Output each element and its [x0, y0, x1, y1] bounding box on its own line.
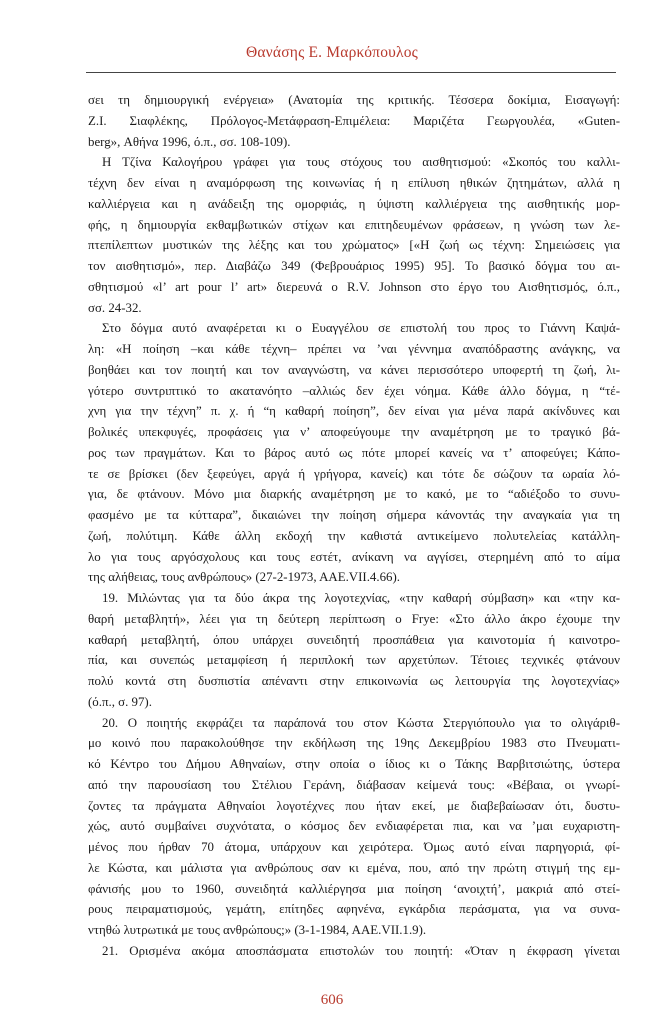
- text-line: ρος των πραγμάτων. Και το βάρος αυτό ως πότε μπορεί κανείς να τ’ αποφεύγει; Κάπο-: [88, 445, 620, 460]
- text-line: λο για τους αργόσχολους και τους εστέτ, ανίκανη να αγγίσει, στερημένη από το αίμα: [88, 549, 620, 564]
- text-line: θαρή μεταβλητή», λέει για τη δεύτερη περίπτωση ο Frye: «Στο άλλο άκρο έχουμε την: [88, 611, 620, 626]
- text-line: της αλήθειας, τους ανθρώπους» (27-2-1973, ΑΑΕ.VII.4.66).: [88, 570, 400, 585]
- text-line: ντηθώ λυτρωτικά με τους ανθρώπους;» (3-1-1984, ΑΑΕ.VII.1.9).: [88, 923, 427, 937]
- text-line: ζοντες τα πράγματα Αθηναίοι λογοτέχνες που ήταν εκεί, με διαβεβαίωσαν ότι, δυστυ-: [88, 798, 620, 813]
- paragraph: [88, 713, 620, 941]
- text-line: 20. Ο ποιητής εκφράζει τα παράπονά του στον Κώστα Στεργιόπουλο για το ολιγάριθ-: [102, 715, 620, 730]
- text-line: λη: «Η ποίηση –και κάθε τέχνη– πρέπει να ’ναι γέννημα αναπόδραστης ανάγκης, να: [88, 342, 620, 356]
- text-line: φασμένο με τα κύτταρα”, δικαιώνει την ποίηση σήμερα κάνοντάς την αναγκαία για τη: [88, 508, 620, 522]
- text-line: ζωή, πολύτιμη. Κάθε άλλη εκδοχή την καθιστά αντικείμενο πολυτελείας κατάλλη-: [88, 528, 620, 543]
- paragraph: [88, 941, 620, 962]
- text-line: σει τη δημιουργική ενέργεια» (Ανατομία της κριτικής. Τέσσερα δοκίμια, Εισαγωγή:: [88, 93, 620, 107]
- text-line: πολύ κοντά στη δυσπιστία απέναντι στην επικοινωνία ως λειτουργία της λογοτεχνίας»: [88, 674, 620, 688]
- paragraph: [88, 588, 620, 713]
- header-rule: [86, 72, 616, 73]
- text-line: berg», Αθήνα 1996, ό.π., σσ. 108-109).: [88, 134, 291, 149]
- text-line: γότερο συντριπτικό το ακατανόητο –αλλιώς δεν έχει νόημα. Κάθε άλλο δόγμα, η “τέ-: [88, 383, 620, 398]
- text-line: για, δε φτάνουν. Μόνο μια διαρκής αναμέτρηση με το κακό, με το “αδιέξοδο το συνυ-: [88, 487, 620, 502]
- running-header: Θανάσης Ε. Μαρκόπουλος: [245, 44, 419, 61]
- text-line: μο κοινό που παρακολούθησε την εκδήλωση της 19ης Δεκεμβρίου 1983 στο Πνευματι-: [88, 736, 620, 751]
- paragraph: [88, 318, 620, 588]
- paragraph: [88, 152, 620, 318]
- page-body: [88, 90, 620, 962]
- text-line: τε σε βρίσκει (δεν ξεφεύγει, αργά ή γρήγορα, κανείς) και τότε δε σώζουν τα ωραία λό-: [88, 466, 620, 481]
- text-line: κό Κέντρο του Δήμου Αθηναίων, στην οποία ο ίδιος κι ο Τάκης Βαρβιτσιώτης, ύστερα: [88, 757, 620, 771]
- text-line: (ό.π., σ. 97).: [88, 694, 152, 709]
- text-line: πία, και συνεπώς μεταμφίεση ή περιπλοκή των αρχετύπων. Τέτοιες τεχνικές φτάνουν: [88, 653, 620, 668]
- text-line: λε Κώστα, και μάλιστα για ανθρώπους σαν κι εμένα, που, από την πρώτη στιγμή της εμ-: [88, 860, 620, 875]
- paragraph: [88, 90, 620, 152]
- text-line: φής, η δημιουργία εκθαμβωτικών στίχων και επιτηδευμένων φράσεων, η γνώση των λε-: [88, 217, 620, 232]
- text-line: από την παρουσίαση του Στέλιου Γεράνη, διάβασαν κείμενά τους: «Βέβαια, οι γνωρί-: [88, 777, 620, 792]
- text-line: χνη για την τέχνη” π. χ. ή “η καθαρή ποίηση”, δεν είναι για μένα παρά ακίνδυνες και: [88, 404, 620, 419]
- text-line: Ζ.Ι. Σιαφλέκης, Πρόλογος-Μετάφραση-Επιμέλεια: Μαριζέτα Γεωργουλέα, «Guten-: [88, 113, 620, 128]
- text-line: καλλιέργεια και η ανάδειξη της ομορφιάς, η ύψιστη καλλιέργεια της αισθητικής μορ-: [88, 196, 620, 211]
- text-line: καθαρή μεταβλητή, όπου υπάρχει συνειδητή προσπάθεια για καινοτομία ή καινοτρο-: [88, 632, 620, 647]
- text-line: μένος που ήρθαν 70 άτομα, υπάρχουν και χειρότερα. Όμως αυτό είναι παρηγοριά, φί-: [88, 840, 620, 854]
- text-line: τον αισθητισμό», περ. Διαβάζω 349 (Φεβρουάριος 1995) 95]. Το βασικό δόγμα του αι-: [88, 259, 620, 273]
- text-line: 19. Μιλώντας για τα δύο άκρα της λογοτεχνίας, «την καθαρή σύμβαση» και «την κα-: [102, 591, 620, 605]
- text-line: Η Τζίνα Καλογήρου γράφει για τους στόχους του αισθητισμού: «Σκοπός του καλλι-: [102, 155, 620, 170]
- text-line: χώς, αυτό συμβαίνει συχνότατα, ο κόσμος δεν ενδιαφέρεται πια, και να ’μαι ευχαριστη-: [88, 819, 620, 834]
- text-line: τέχνη δεν είναι η αναμόρφωση της κοινωνίας ή η επίλυση ηθικών ζητημάτων, αλλά η: [88, 176, 620, 190]
- text-line: βοηθάει και τον ποιητή και τον αναγνώστη, να κάνει περισσότερο υποφερτή τη ζωή, λι-: [88, 362, 620, 377]
- text-line: πτεπίλεπτων μυστικών της λέξης και του χρώματος» [«Η ζωή ως τέχνη: Σημειώσεις για: [88, 238, 620, 253]
- page-number: 606: [320, 992, 344, 1008]
- text-line: ρους πειραματισμούς, γεμάτη, επίτηδες αφηνένα, εγκάρδια περάσματα, για να συνα-: [88, 902, 620, 917]
- text-line: Στο δόγμα αυτό αναφέρεται κι ο Ευαγγέλου σε επιστολή του προς το Γιάννη Καψά-: [102, 321, 620, 336]
- text-line: 21. Ορισμένα ακόμα αποσπάσματα επιστολών του ποιητή: «Όταν η έκφραση γίνεται: [102, 943, 620, 958]
- text-line: βολικές υπεκφυγές, προφάσεις για ν’ αποφεύγουμε την αναμέτρηση με το τραγικό βά-: [88, 425, 620, 439]
- text-line: σθητισμού «l’ art pour l’ art» διερευνά ο R.V. Johnson στο έργο του Αισθητισμός, ό.π.,: [88, 279, 620, 294]
- text-line: σσ. 24-32.: [88, 300, 142, 315]
- text-line: φάνισής μου το 1960, συνειδητά καλλιέργησα μια ποίηση ‘ανοιχτή’, μακριά από στεί-: [88, 881, 620, 896]
